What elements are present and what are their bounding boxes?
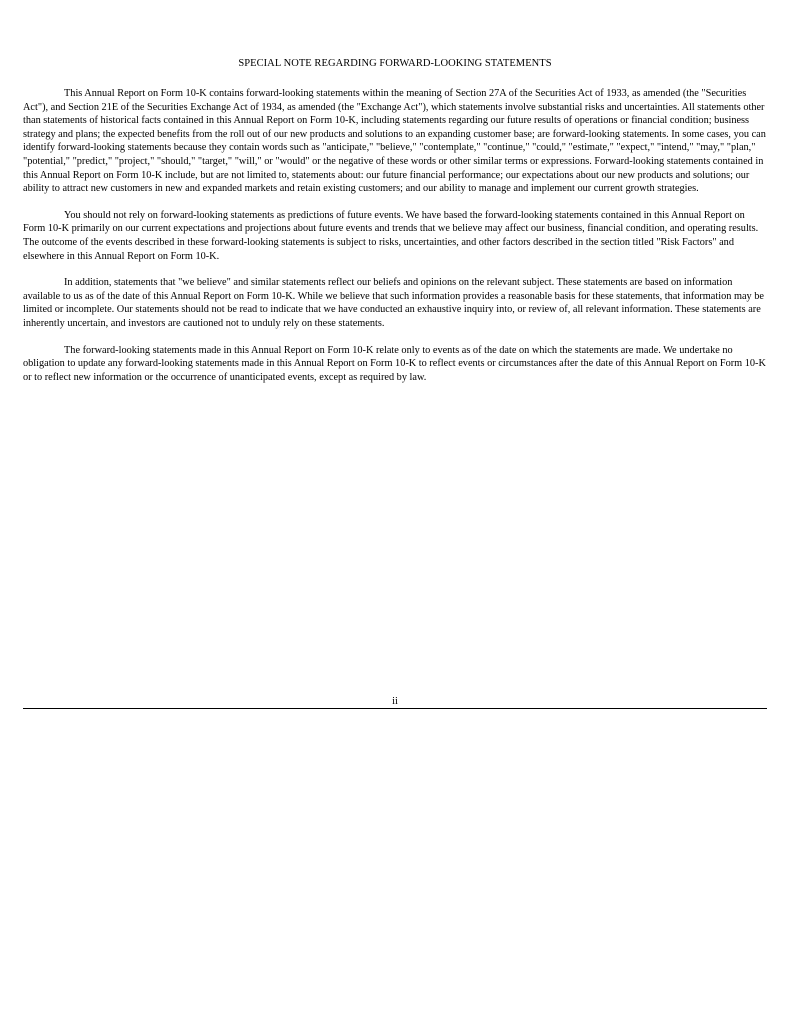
page-number: ii: [392, 696, 398, 707]
page-footer: [23, 695, 767, 709]
paragraph-forward-looking-intro: This Annual Report on Form 10-K contains forward-looking statements within the meaning of Section 27A of the Securities Act of 1933, as amended (the "Securities Act"), and Section 21E of the Securities Exchange Act of 1934, as amended (the "Exchange Act"), which statements involve substantial risks and uncertainties. All statements other than statements of historical facts contained in this Annual Report on Form 10-K, including statements regarding our future results of operations or financial condition; business strategy and plans; the expected benefits from the roll out of our new products and solutions to an expanding customer base; are forward-looking statements. In some cases, you can identify forward-looking statements because they contain words such as "anticipate," "believe," "contemplate," "continue," "could," "estimate," "expect," "intend," "may," "plan," "potential," "predict," "project," "should," "target," "will," or "would" or the negative of these words or other similar terms or expressions. Forward-looking statements contained in this Annual Report on Form 10-K include, but are not limited to, statements about: our future financial performance; our expectations about our new products and solutions; our ability to attract new customers in new and expanded markets and retain existing customers; and our ability to manage and implement our current growth strategies.: [23, 88, 766, 195]
footer-divider: [23, 708, 767, 709]
paragraph-beliefs-statements: In addition, statements that "we believe" and similar statements reflect our beliefs and opinions on the relevant subject. These statements are based on information available to us as of the date of this Annual Report on Form 10-K. While we believe that such information provides a reasonable basis for these statements, that information may be limited or incomplete. Our statements should not be read to indicate that we have conducted an exhaustive inquiry into, or review of, all relevant information. These statements are inherently uncertain, and investors are cautioned not to unduly rely on these statements.: [23, 277, 764, 329]
paragraph-reliance-caution: You should not rely on forward-looking statements as predictions of future events. We have based the forward-looking statements contained in this Annual Report on Form 10-K primarily on our current expectations and projections about future events and trends that we believe may affect our business, financial condition, and operating results. The outcome of the events described in these forward-looking statements is subject to risks, uncertainties, and other factors described in the section titled "Risk Factors" and elsewhere in this Annual Report on Form 10-K.: [23, 209, 759, 262]
document-page: [23, 57, 767, 397]
section-title: SPECIAL NOTE REGARDING FORWARD-LOOKING STATEMENTS: [238, 58, 552, 69]
paragraph-no-obligation-update: The forward-looking statements made in this Annual Report on Form 10-K relate only to events as of the date on which the statements are made. We undertake no obligation to update any forward-looking statements made in this Annual Report on Form 10-K to reflect events or circumstances after the date of this Annual Report on Form 10-K or to reflect new information or the occurrence of unanticipated events, except as required by law.: [23, 344, 766, 383]
